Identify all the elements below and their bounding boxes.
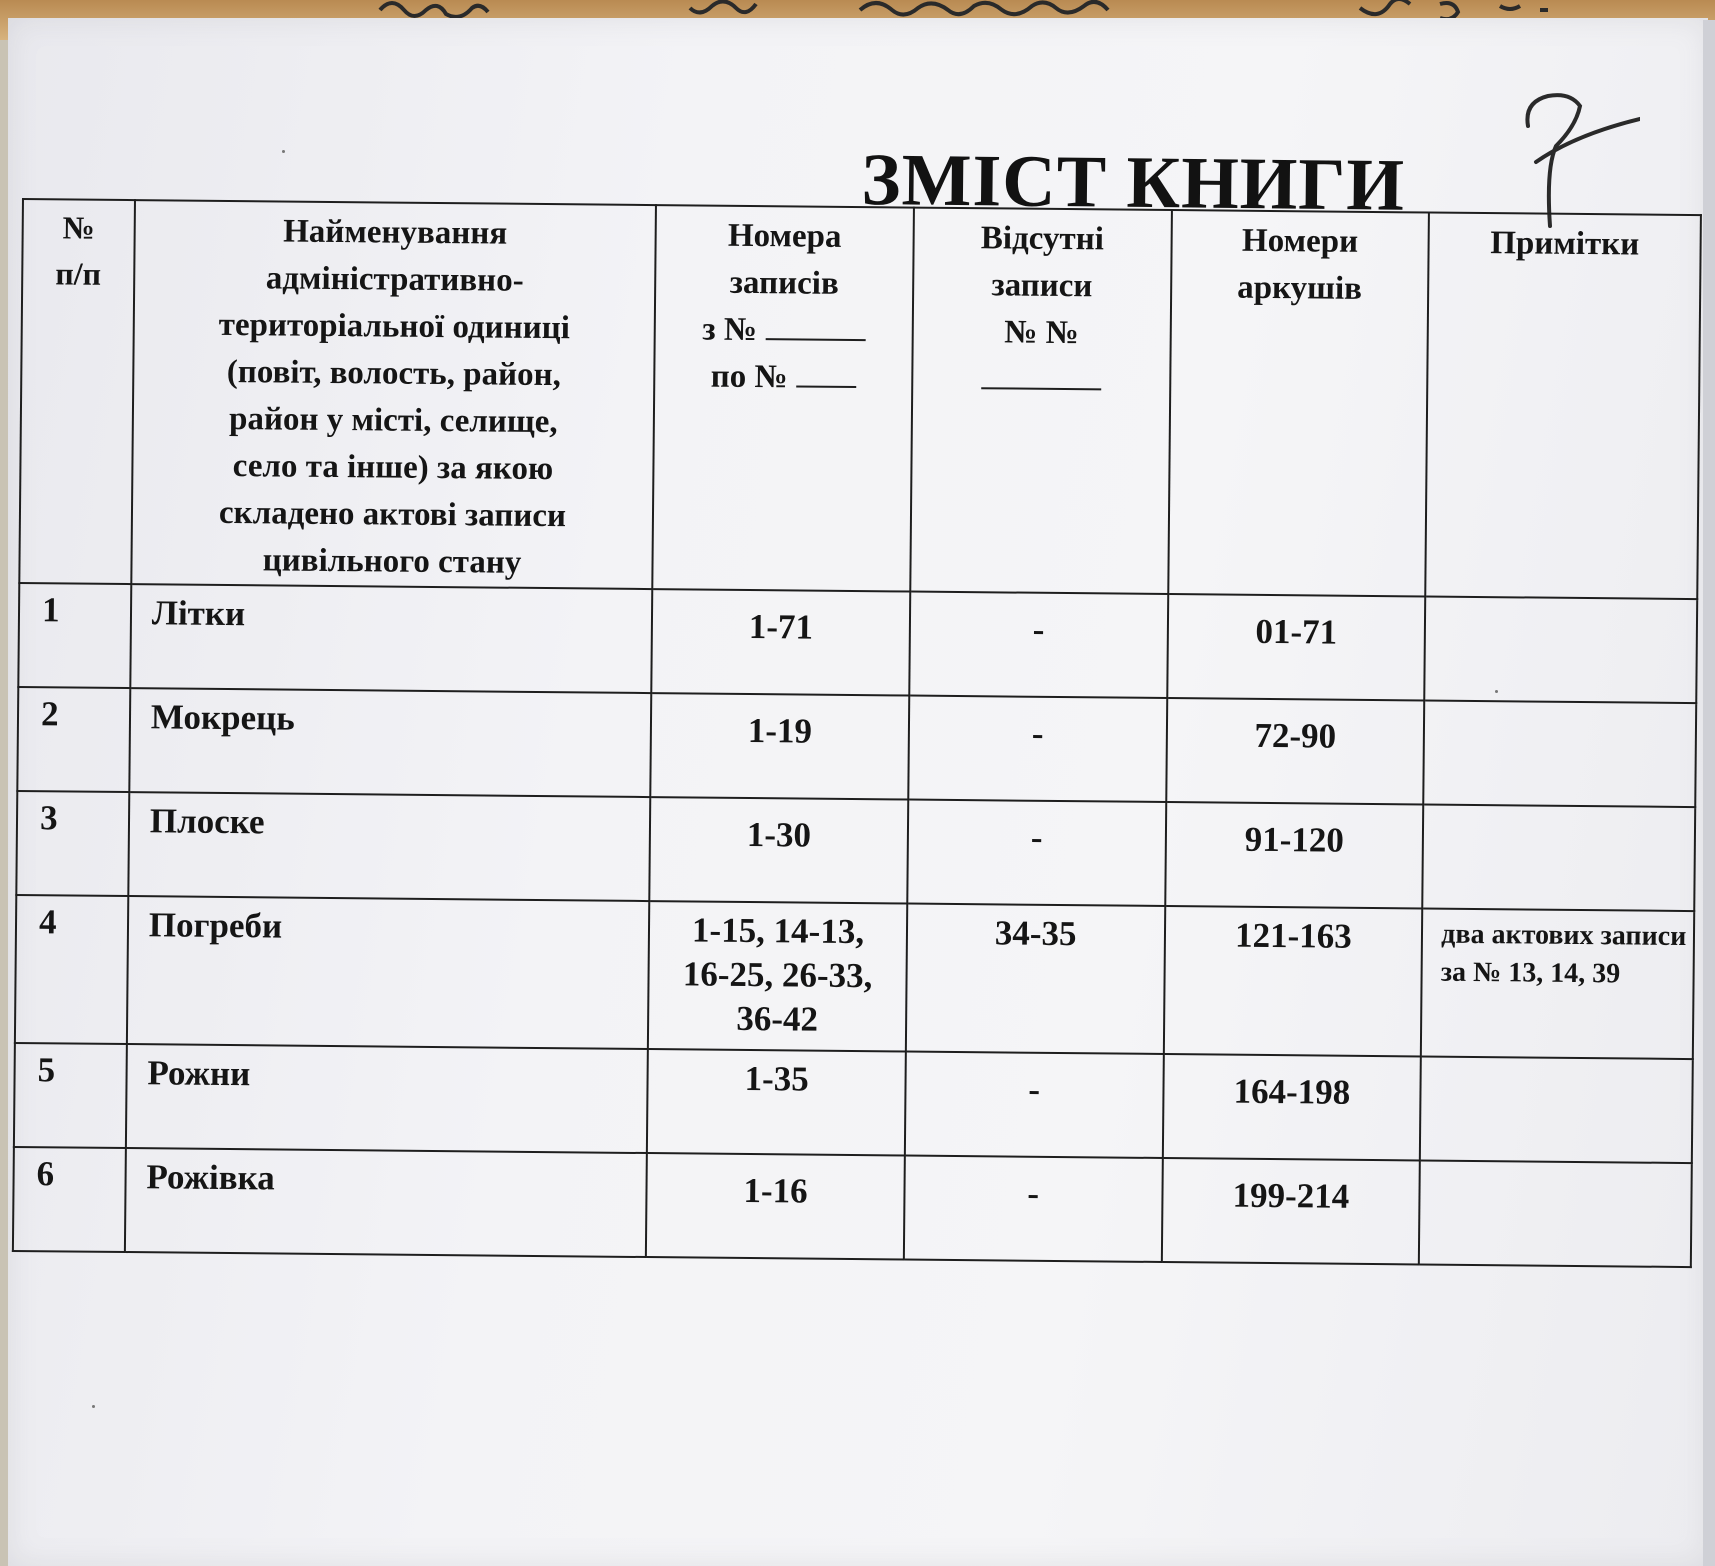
page-title: ЗМІСТ КНИГИ (861, 138, 1406, 227)
header-missing-line: записи (991, 267, 1093, 305)
missing-records: 34-35 (906, 904, 1165, 1054)
table-row (16, 791, 1695, 911)
header-unit-line: (повіт, волость, район, (226, 353, 562, 394)
header-unit-line: цивільного стану (262, 542, 522, 581)
header-records-from (656, 306, 912, 355)
records-from-label: з № (702, 311, 758, 349)
table-row (18, 583, 1697, 703)
blank-line (796, 355, 856, 388)
sheet-numbers: 164-198 (1162, 1054, 1421, 1160)
header-unit-line: район у місті, селище, (228, 400, 558, 441)
blank-line (765, 308, 865, 341)
header-missing-line: Відсутні (980, 220, 1105, 258)
notes: два актових записи за № 13, 14, 39 (1421, 908, 1694, 1059)
missing-records: - (907, 800, 1166, 906)
handwritten-check-mark (1490, 78, 1640, 228)
notes (1422, 804, 1695, 911)
header-missing (910, 208, 1171, 594)
header-unit-line: село та інше) за якою (232, 448, 554, 488)
sheet-numbers: 01-71 (1167, 594, 1426, 700)
header-number-line: п/п (55, 255, 102, 292)
record-numbers: 1-19 (650, 693, 909, 799)
missing-records: - (904, 1156, 1163, 1262)
unit-name: Рожівка (125, 1148, 647, 1257)
paper-speck (1495, 690, 1498, 693)
notes (1419, 1160, 1692, 1267)
notes (1420, 1056, 1693, 1163)
record-numbers: 1-35 (647, 1049, 906, 1155)
paper-speck (282, 150, 285, 153)
header-records-line: записів (729, 264, 839, 302)
unit-name: Плоске (128, 792, 650, 901)
notes (1424, 596, 1697, 703)
row-number: 2 (17, 687, 130, 792)
header-unit-line: територіальної одиниці (218, 306, 571, 347)
page-edge (1703, 20, 1715, 1566)
header-unit-name (131, 200, 656, 589)
notes (1423, 700, 1696, 807)
header-records-to (655, 353, 911, 402)
table-row (13, 1147, 1692, 1267)
missing-records: - (908, 696, 1167, 802)
table-row (17, 687, 1696, 807)
table-row (14, 1043, 1693, 1163)
header-number-line: № (62, 209, 95, 246)
sheet-numbers: 121-163 (1163, 906, 1422, 1056)
missing-records: - (905, 1052, 1164, 1158)
row-number: 1 (18, 583, 131, 688)
header-unit-line: Найменування (283, 213, 508, 252)
header-sheets-line: аркушів (1237, 269, 1363, 307)
header-notes: Примітки (1425, 213, 1700, 600)
record-numbers: 1-71 (651, 589, 910, 695)
record-numbers: 1-15, 14-13, 16-25, 26-33, 36-42 (648, 901, 907, 1051)
header-records (652, 205, 913, 591)
row-number: 5 (14, 1043, 127, 1148)
blank-line (981, 357, 1101, 390)
header-unit-line: складено актові записи (218, 494, 567, 535)
header-records-line: Номера (727, 217, 842, 255)
paper-speck (92, 1405, 95, 1408)
header-missing-blank (913, 356, 1169, 405)
header-number (19, 199, 135, 584)
table-header-row (19, 199, 1701, 599)
sheet-numbers: 91-120 (1165, 802, 1424, 908)
unit-name: Рожни (126, 1044, 648, 1153)
header-unit-line: адміністративно- (265, 260, 524, 299)
header-sheets-line: Номери (1241, 222, 1359, 260)
row-number: 6 (13, 1147, 126, 1252)
table-row (15, 895, 1694, 1059)
header-sheets (1168, 210, 1429, 596)
sheet-numbers: 199-214 (1161, 1158, 1420, 1264)
header-missing-line: № № (1004, 314, 1079, 352)
contents-table (12, 198, 1702, 1268)
record-numbers: 1-30 (649, 797, 908, 903)
record-numbers: 1-16 (646, 1153, 905, 1259)
missing-records: - (909, 592, 1168, 698)
unit-name: Літки (130, 584, 652, 693)
row-number: 4 (15, 895, 128, 1044)
row-number: 3 (16, 791, 129, 896)
records-to-label: по № (710, 358, 788, 396)
unit-name: Погреби (127, 896, 650, 1049)
unit-name: Мокрець (129, 688, 651, 797)
sheet-numbers: 72-90 (1166, 698, 1425, 804)
